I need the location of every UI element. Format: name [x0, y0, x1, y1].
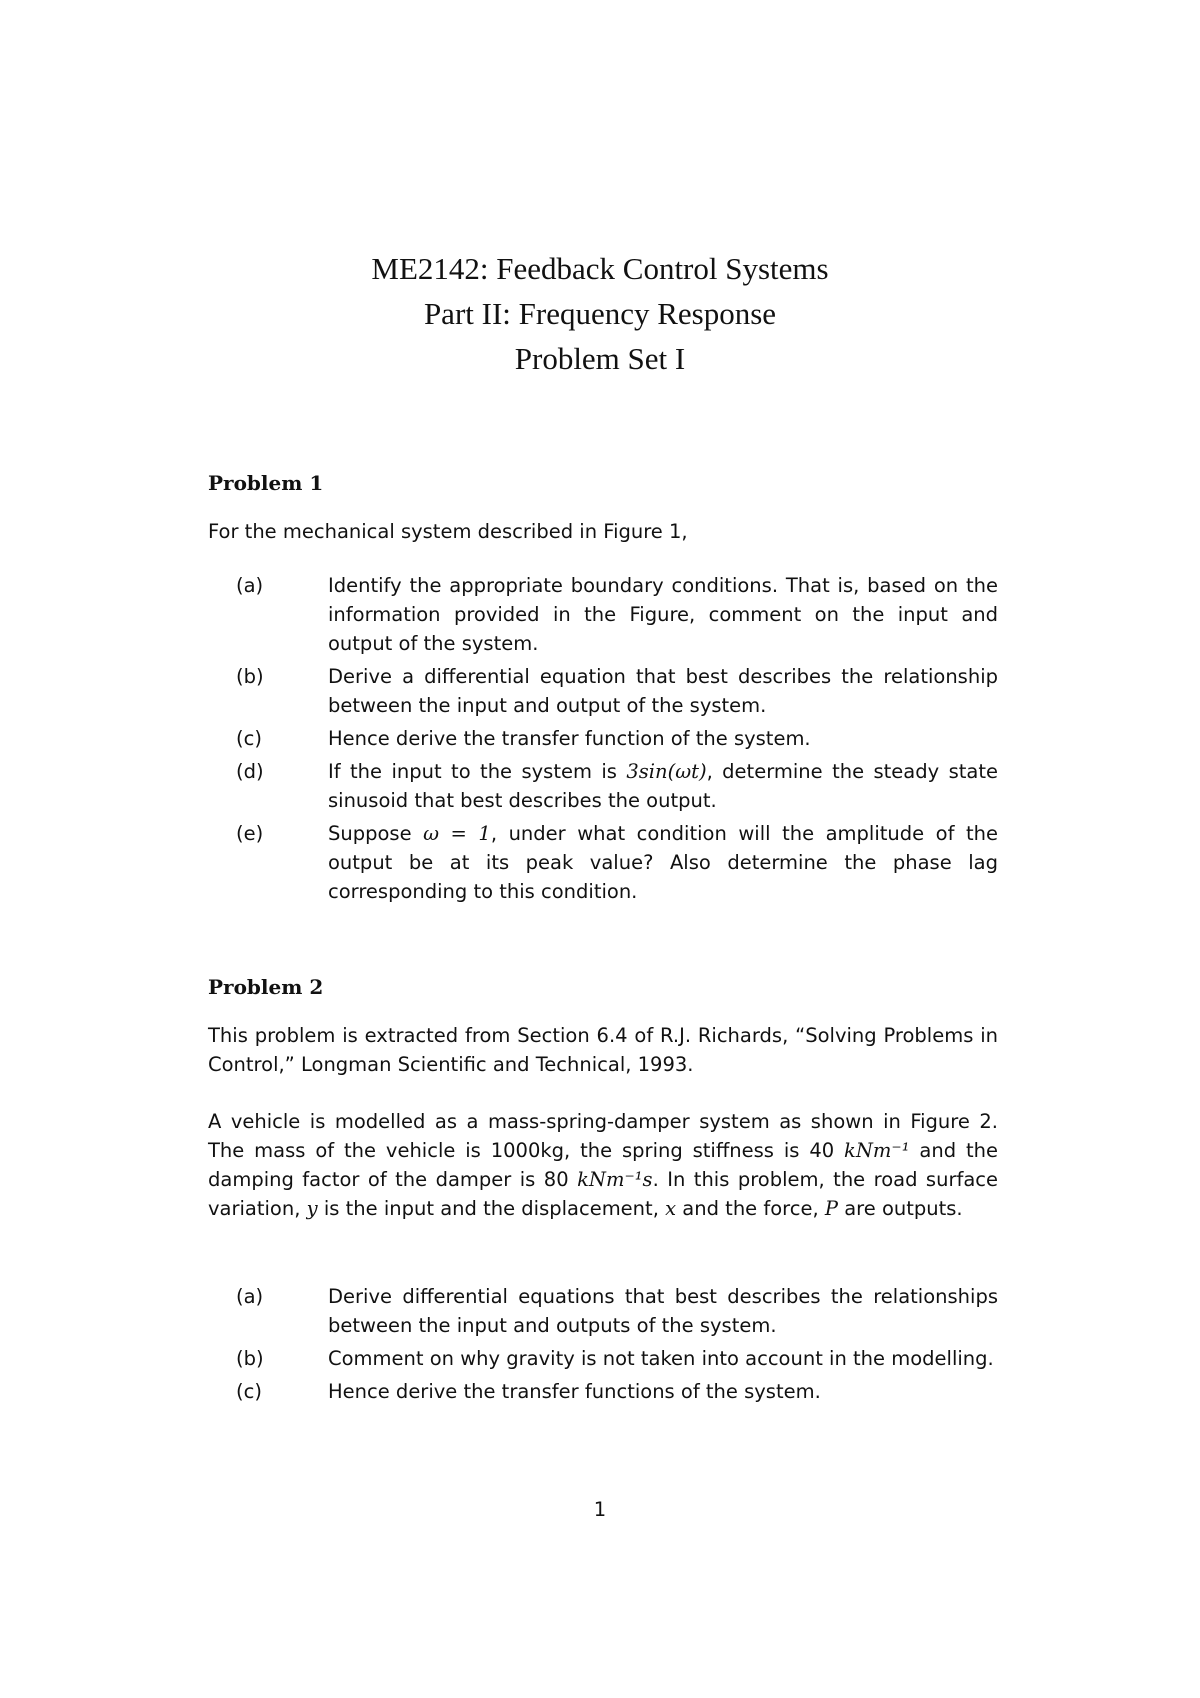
item-text: Hence derive the transfer functions of the system. [328, 1380, 821, 1403]
item-text: Hence derive the transfer function of the system. [328, 727, 811, 750]
problem-1-heading: Problem 1 [208, 471, 324, 495]
list-item [236, 571, 998, 658]
item-text: Derive differential equations that best describes the relationships between the input and outputs of the system. [328, 1285, 998, 1337]
math-expression: y [306, 1197, 318, 1220]
math-expression: ω = 1 [423, 822, 491, 845]
item-text-before: Suppose [328, 822, 424, 845]
problem-1-list [236, 571, 998, 910]
problem-1-intro: For the mechanical system described in Figure 1, [208, 520, 688, 543]
list-item [236, 1377, 998, 1406]
list-item [236, 1344, 998, 1373]
item-marker: (a) [236, 574, 264, 597]
item-text: Identify the appropriate boundary conditions. That is, based on the information provided in the Figure, comment on the input and output of the system. [328, 574, 998, 655]
desc-text: are outputs. [838, 1197, 963, 1220]
part-title: Part II: Frequency Response [423, 296, 777, 331]
item-text-before: If the input to the system is [328, 760, 627, 783]
item-marker: (b) [236, 1347, 264, 1370]
course-title: ME2142: Feedback Control Systems [371, 251, 829, 286]
problem-set-title: Problem Set I [514, 341, 686, 376]
list-item [236, 757, 998, 815]
problem-2-source: This problem is extracted from Section 6.4 of R.J. Richards, “Solving Problems in Control,” Longman Scientific and Technical, 1993. [208, 1024, 998, 1076]
list-item [236, 1282, 998, 1340]
item-marker: (c) [236, 727, 262, 750]
desc-text: is the input and the displacement, [317, 1197, 666, 1220]
problem-2-heading: Problem 2 [208, 975, 324, 999]
problem-2-list [236, 1282, 998, 1410]
list-item [236, 662, 998, 720]
math-expression: kNm⁻¹ [844, 1139, 910, 1162]
desc-text: and the force, [676, 1197, 825, 1220]
math-expression: x [665, 1197, 677, 1220]
math-expression: kNm⁻¹s [577, 1168, 653, 1191]
item-text: Derive a differential equation that best describes the relationship between the input and output of the system. [328, 665, 998, 717]
list-item [236, 819, 998, 906]
item-marker: (a) [236, 1285, 264, 1308]
desc-text: and the damping factor of the damper is 80 [208, 1139, 998, 1191]
desc-text: A vehicle is modelled as a mass-spring-damper system as shown in Figure 2. The mass of the vehicle is 1000kg, the spring stiffness is 40 [208, 1110, 998, 1162]
item-text-after: , determine the steady state sinusoid that best describes the output. [328, 760, 998, 812]
item-text-after: , under what condition will the amplitude of the output be at its peak value? Also determine the phase lag corresponding to this condition. [328, 822, 999, 903]
item-marker: (b) [236, 665, 264, 688]
math-expression: 3sin(ωt) [626, 760, 707, 783]
item-marker: (c) [236, 1380, 262, 1403]
math-expression: P [824, 1197, 839, 1220]
desc-text: . In this problem, the road surface variation, [208, 1168, 998, 1220]
item-text [328, 819, 998, 906]
item-text: Comment on why gravity is not taken into account in the modelling. [328, 1347, 994, 1370]
item-marker: (e) [236, 822, 264, 845]
document-title [0, 246, 1200, 381]
list-item [236, 724, 998, 753]
problem-2-description [208, 1107, 998, 1223]
page-number: 1 [593, 1498, 607, 1521]
item-text [328, 757, 998, 815]
item-marker: (d) [236, 760, 264, 783]
